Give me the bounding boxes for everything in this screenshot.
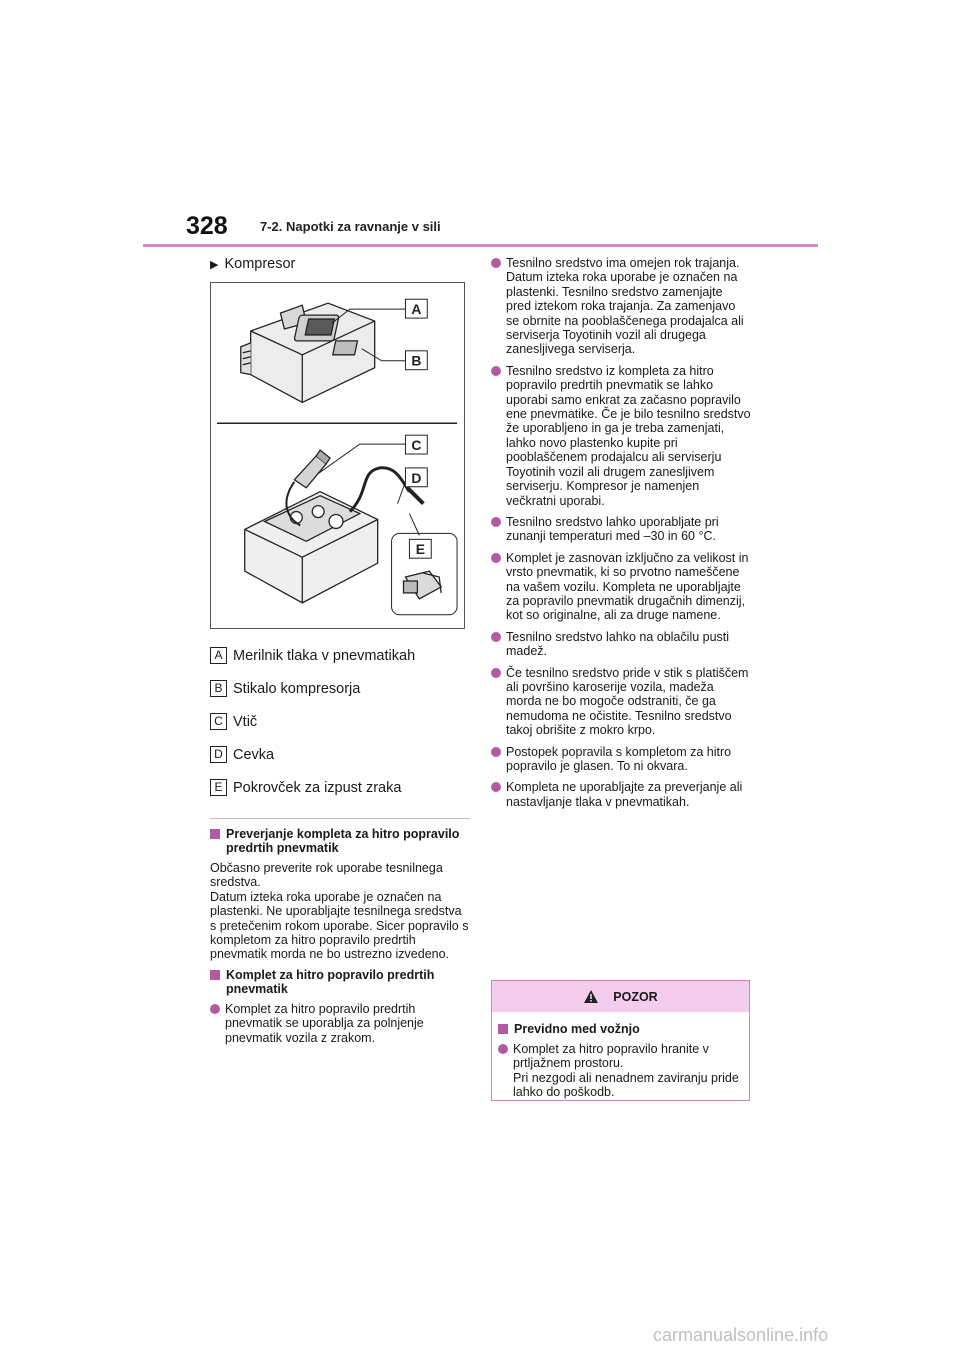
legend-row: [210, 672, 470, 705]
square-bullet-icon: [498, 1024, 508, 1034]
circle-bullet-icon: [210, 1004, 220, 1014]
legend-letter: B: [210, 680, 227, 697]
bullet-item: [491, 780, 751, 809]
legend-text: Stikalo kompresorja: [233, 680, 361, 697]
section-heading-text: Previdno med vožnjo: [514, 1022, 640, 1036]
bullet-item: [491, 256, 751, 357]
legend-letter: A: [210, 647, 227, 664]
compressor-subheading: [210, 256, 470, 272]
page-number: 328: [186, 212, 228, 240]
section-heading-text: Preverjanje kompleta za hitro popravilo predrtih pnevmatik: [226, 827, 460, 855]
legend-letter: C: [210, 713, 227, 730]
bullet-text: Tesnilno sredstvo lahko na oblačilu pusti madež.: [506, 629, 730, 659]
circle-bullet-icon: [491, 747, 501, 757]
bullet-item: [491, 666, 751, 738]
bullet-item: [491, 364, 751, 508]
legend-row: [210, 771, 470, 804]
section-heading: [210, 827, 470, 855]
bullet-item: [491, 515, 751, 544]
bullet-line: Pri nezgodi ali nenadnem zaviranju pride lahko do poškodb.: [513, 1070, 739, 1100]
circle-bullet-icon: [491, 782, 501, 792]
legend-row: [210, 738, 470, 771]
legend-text: Merilnik tlaka v pnevmatikah: [233, 647, 416, 664]
circle-bullet-icon: [491, 632, 501, 642]
watermark: carmanualsonline.info: [653, 1325, 829, 1345]
figure-label-d: D: [411, 469, 422, 486]
bullet-item: [491, 630, 751, 659]
figure-legend: [210, 639, 470, 804]
bullet-text: Če tesnilno sredstvo pride v stik s platiščem ali površino karoserije vozila, madeža morda ne bo mogoče odstraniti, če ga nemudoma ne očistite. Tesnilno sredstvo takoj obrišite z mokro krpo.: [506, 665, 749, 738]
caution-title: POZOR: [613, 989, 658, 1004]
legend-letter: D: [210, 746, 227, 763]
compressor-top-view: [241, 303, 375, 402]
warning-triangle-icon: [583, 989, 599, 1004]
section-divider: [210, 818, 470, 819]
caution-body: [492, 1012, 749, 1100]
caution-box: [491, 980, 750, 1101]
left-column: [210, 256, 470, 1052]
circle-bullet-icon: [491, 258, 501, 268]
bullet-item: [491, 745, 751, 774]
square-bullet-icon: [210, 829, 220, 839]
bullet-item: [210, 1002, 470, 1045]
header-rule: [143, 244, 818, 247]
compressor-illustration: [210, 282, 465, 629]
paragraph: [210, 861, 470, 962]
subheading-text: Kompresor: [224, 256, 296, 272]
para-line: Datum izteka roka uporabe je označen na plastenki. Ne uporabljajte tesnilnega sredstva s pretečenim rokom uporabe. Sicer popravilo s kompletom za hitro popravilo predrtih pnevmatik morda ne bo ustrezno izvedeno.: [210, 889, 469, 962]
bullet-text: Kompleta ne uporabljajte za preverjanje ali nastavljanje tlaka v pnevmatikah.: [506, 780, 743, 809]
bullet-item: [491, 551, 751, 623]
figure-label-b: B: [411, 352, 422, 369]
bullet-text: Komplet za hitro popravilo predrtih pnevmatik se uporablja za polnjenje pnevmatik vozila z zrakom.: [225, 1001, 424, 1045]
bullet-text: Tesnilno sredstvo ima omejen rok trajanja. Datum izteka roka uporabe je označen na plastenki. Tesnilno sredstvo zamenjajte pred iztekom roka trajanja. Za zamenjavo se obrnite na pooblaščenega prodajalca ali serviserja Toyotinih vozil ali drugega zanesljivega serviserja.: [506, 256, 744, 357]
circle-bullet-icon: [498, 1044, 508, 1054]
circle-bullet-icon: [491, 553, 501, 563]
legend-text: Pokrovček za izpust zraka: [233, 779, 402, 796]
bullet-text: Tesnilno sredstvo lahko uporabljate pri zunanji temperaturi med –30 in 60 °C.: [506, 514, 719, 544]
legend-letter: E: [210, 779, 227, 796]
section-heading: [210, 968, 470, 996]
figure-label-a: A: [411, 301, 422, 318]
bullet-text: Postopek popravila s kompletom za hitro popravilo je glasen. To ni okvara.: [506, 744, 732, 773]
figure-label-e: E: [415, 541, 425, 558]
right-column: [491, 256, 751, 816]
chapter-title: 7-2. Napotki za ravnanje v sili: [260, 219, 441, 234]
section-heading: [498, 1022, 743, 1036]
bullet-line: Komplet za hitro popravilo hranite v prtljažnem prostoru.: [513, 1042, 709, 1071]
legend-text: Cevka: [233, 746, 275, 763]
legend-row: [210, 705, 470, 738]
circle-bullet-icon: [491, 517, 501, 527]
figure-label-c: C: [411, 437, 422, 454]
caution-header: [492, 981, 749, 1012]
square-bullet-icon: [210, 970, 220, 980]
section-heading-text: Komplet za hitro popravilo predrtih pnevmatik: [226, 967, 435, 996]
bullet-item: [498, 1042, 743, 1100]
para-line: Občasno preverite rok uporabe tesnilnega sredstva.: [210, 861, 443, 890]
triangle-right-icon: ▶: [210, 258, 219, 271]
circle-bullet-icon: [491, 366, 501, 376]
legend-row: [210, 639, 470, 672]
bullet-text: Tesnilno sredstvo iz kompleta za hitro popravilo predrtih pnevmatik se lahko uporabi samo enkrat za začasno popravilo ene pnevmatike. Če je bilo tesnilno sredstvo že uporabljeno in ga je treba zamenjati, lahko novo plastenko kupite pri pooblaščenem prodajalcu ali serviserju Toyotinih vozil ali drugem zanesljivem serviserju. Kompresor je namenjen večkratni uporabi.: [506, 363, 751, 508]
legend-text: Vtič: [233, 713, 258, 730]
bullet-text: [513, 1042, 743, 1100]
circle-bullet-icon: [491, 668, 501, 678]
bullet-text: Komplet je zasnovan izključno za velikost in vrsto pnevmatik, ki so prvotno nameščene na vašem vozilu. Kompleta ne uporabljajte za popravilo pnevmatik drugačnih dimenzij, kot so originalne, ali za druge namene.: [506, 550, 749, 623]
